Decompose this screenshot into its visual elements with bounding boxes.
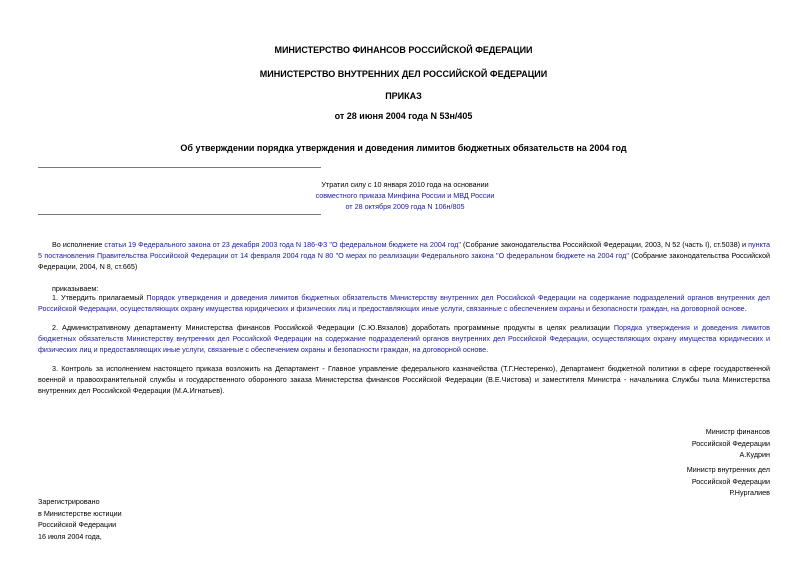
procedure-link-2[interactable]: Порядка утверждения и доведения лимитов бюджетных обязательств Министерству внутренних дел Российской Федерации на содержание подразделений органов внутренних дел Российской Федерации, осуществляющих охрану имущества юридических и физических лиц и предоставляющих иные услуги, связанные с обеспечением охраны и безопасности граждан, на договорной основе xyxy=(38,323,770,354)
signature-interior-line1: Министр внутренних дел xyxy=(686,465,770,474)
intro-paragraph xyxy=(38,239,770,272)
repeal-notice-link[interactable] xyxy=(250,190,560,212)
item-2-text: 2. Административному департаменту Министерства финансов Российской Федерации (С.Ю.Вязалов) доработать программные продукты в целях реализации xyxy=(52,323,614,332)
registration-block xyxy=(38,496,238,542)
repeal-notice-line3[interactable]: от 28 октября 2009 года N 106н/805 xyxy=(345,202,465,211)
date-number-heading: от 28 июня 2004 года N 53н/405 xyxy=(334,111,473,121)
signature-finance-line3: А.Кудрин xyxy=(739,450,770,459)
doc-type-heading: ПРИКАЗ xyxy=(385,91,422,101)
divider-bottom xyxy=(38,214,321,215)
signature-finance-line2: Российской Федерации xyxy=(691,438,770,448)
item-1-paragraph xyxy=(38,292,770,314)
registration-line2: в Министерстве юстиции xyxy=(38,508,122,518)
intro-text-1: Во исполнение xyxy=(52,240,105,249)
intro-text-2: (Собрание законодательства Российской Федерации, 2003, N 52 (часть I), ст.5038) и xyxy=(460,240,749,249)
repeal-notice-line2[interactable]: совместного приказа Минфина России и МВД России xyxy=(315,191,495,200)
government-decree-link[interactable]: пункта 5 постановления Правительства Российской Федерации от 14 февраля 2004 года N 80 "О мерах по реализации Федерального закона "О федеральном бюджете на 2004 год" xyxy=(38,240,770,260)
divider-top xyxy=(38,167,321,168)
item-1-text: 1. Утвердить прилагаемый xyxy=(52,293,147,302)
repeal-notice-line1: Утратил силу с 10 января 2010 года на основании xyxy=(321,180,489,189)
item-2-end: . xyxy=(486,345,489,354)
signature-interior-line3: Р.Нургалиев xyxy=(729,488,770,497)
signature-interior-line2: Российской Федерации xyxy=(691,476,770,486)
order-word: приказываем: xyxy=(52,284,99,293)
item-3-paragraph: 3. Контроль за исполнением настоящего приказа возложить на Департамент - Главное управление федерального казначейства (Т.Г.Нестеренко), Департамент бюджетной политики в сфере государственной военной и правоохранительной службы и государственного оборонного заказа Министерства финансов Российской Федерации (В.Е.Чистова) и заместителя Министра - начальника Службы тыла Министерства внутренних дел Российской Федерации (М.А.Игнатьев). xyxy=(38,364,770,395)
intro-text-3: (Собрание законодательства Российской Федерации, 2004, N 8, ст.665) xyxy=(38,251,770,271)
repeal-notice xyxy=(250,179,560,212)
signature-finance-line1: Министр финансов xyxy=(705,427,770,436)
federal-law-link[interactable]: статьи 19 Федерального закона от 23 декабря 2003 года N 186-ФЗ "О федеральном бюджете на 2004 год" xyxy=(104,240,461,249)
document-title: Об утверждении порядка утверждения и доведения лимитов бюджетных обязательств на 2004 год xyxy=(180,143,627,153)
signature-finance-minister xyxy=(570,426,770,461)
ministry-finance-heading: МИНИСТЕРСТВО ФИНАНСОВ РОССИЙСКОЙ ФЕДЕРАЦИИ xyxy=(274,45,533,55)
registration-line1: Зарегистрировано xyxy=(38,497,100,506)
item-2-paragraph xyxy=(38,322,770,355)
registration-line3: Российской Федерации xyxy=(38,520,117,529)
item-1-end: . xyxy=(744,304,747,313)
signature-interior-minister xyxy=(570,464,770,499)
ministry-interior-heading: МИНИСТЕРСТВО ВНУТРЕННИХ ДЕЛ РОССИЙСКОЙ ФЕДЕРАЦИИ xyxy=(259,69,548,79)
registration-line4: 16 июля 2004 года, xyxy=(38,531,102,541)
procedure-link-1[interactable]: Порядок утверждения и доведения лимитов бюджетных обязательств Министерству внутренних дел Российской Федерации на содержание подразделений органов внутренних дел Российской Федерации, осуществляющих охрану имущества юридических и физических лиц и предоставляющих иные услуги, связанные с обеспечением охраны и безопасности граждан, на договорной основе xyxy=(38,293,770,313)
